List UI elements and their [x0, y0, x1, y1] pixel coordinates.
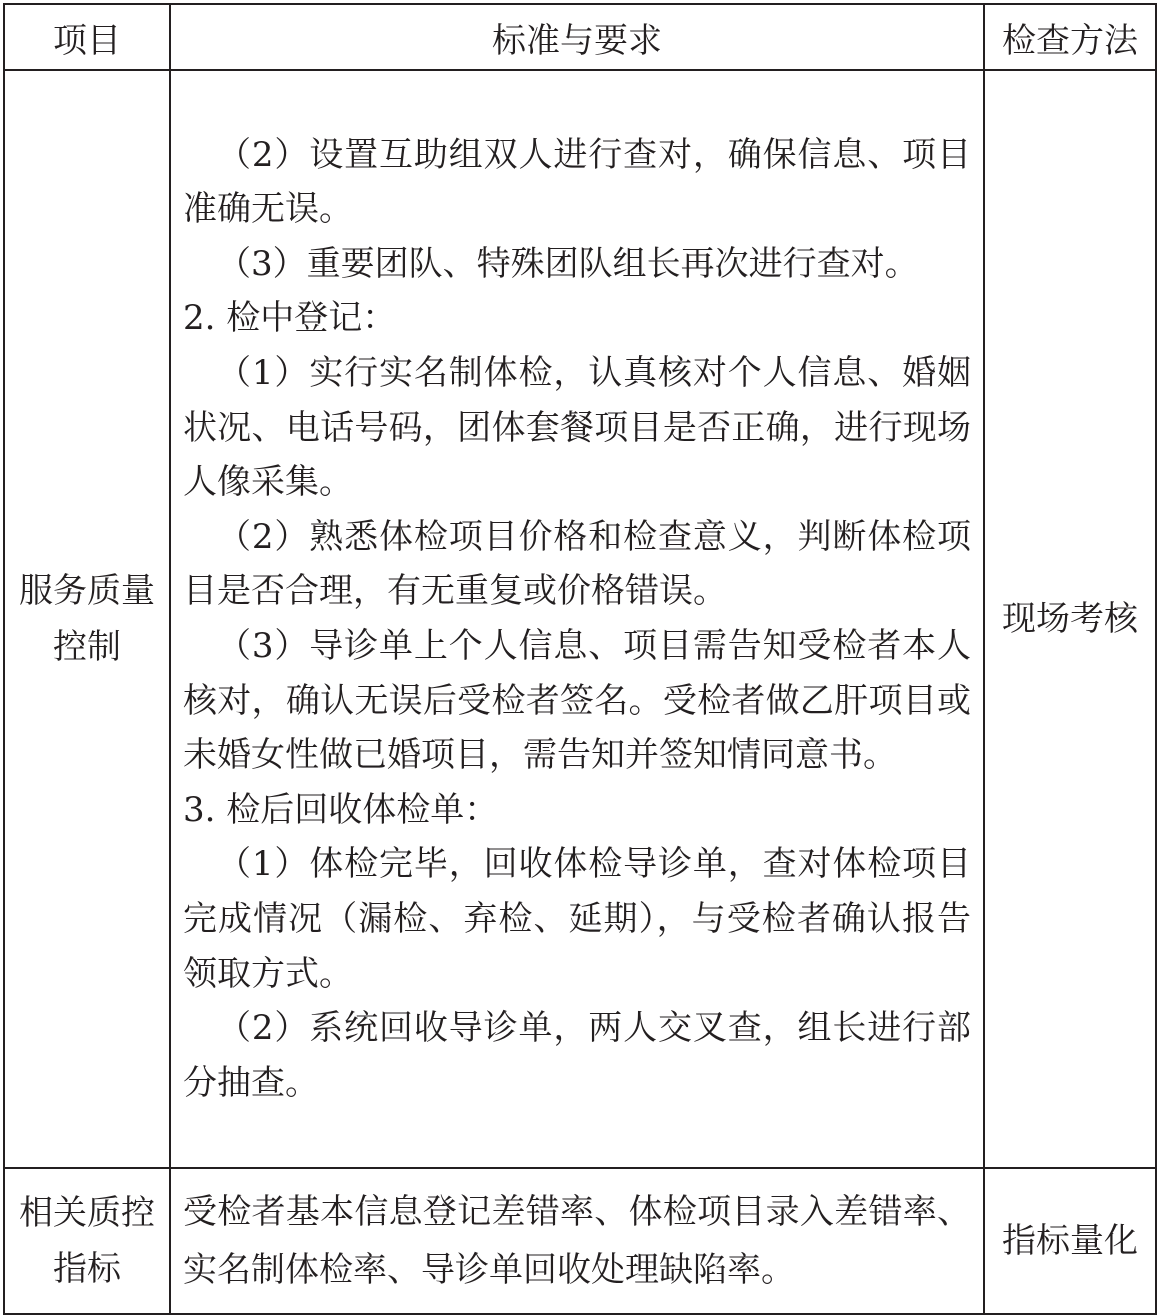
- standard-paragraphs: [183, 128, 971, 1111]
- item-cell-qc-indicators: [4, 1168, 170, 1314]
- standard-cell-qc-indicators: [170, 1168, 984, 1314]
- method-cell-service-quality: 现场考核: [984, 70, 1156, 1168]
- standard-paragraph: （3）导诊单上个人信息、项目需告知受检者本人核对，确认无误后受检者签名。受检者做乙肝项目或未婚女性做已婚项目，需告知并签知情同意书。: [183, 626, 971, 776]
- header-item: 项目: [4, 4, 170, 70]
- quality-control-table: [3, 3, 1157, 1315]
- standard-paragraph: （3）重要团队、特殊团队组长再次进行查对。: [217, 243, 919, 284]
- standard-section-heading: 2. 检中登记：: [183, 298, 397, 339]
- item-label-line: 控制: [53, 627, 121, 667]
- item-label-line: 服务质量: [19, 571, 155, 611]
- standard-paragraph: （2）系统回收导诊单，两人交叉查，组长进行部分抽查。: [183, 1008, 971, 1103]
- standard-cell-service-quality: [170, 70, 984, 1168]
- standard-paragraph: （1）实行实名制体检，认真核对个人信息、婚姻状况、电话号码，团体套餐项目是否正确，进行现场人像采集。: [183, 353, 971, 503]
- standard-paragraph: （2）设置互助组双人进行查对，确保信息、项目准确无误。: [183, 134, 971, 230]
- method-cell-qc-indicators: 指标量化: [984, 1168, 1156, 1314]
- header-method: 检查方法: [984, 4, 1156, 70]
- table-row-service-quality: [4, 70, 1156, 1168]
- item-label-line: 指标: [53, 1249, 121, 1289]
- table-row-qc-indicators: [4, 1168, 1156, 1314]
- table-header-row: [4, 4, 1156, 70]
- item-cell-service-quality: [4, 70, 170, 1168]
- indicator-text: 受检者基本信息登记差错率、体检项目录入差错率、实名制体检率、导诊单回收处理缺陷率。: [183, 1192, 971, 1290]
- standard-paragraph: （1）体检完毕，回收体检导诊单，查对体检项目完成情况（漏检、弃检、延期），与受检者确认报告领取方式。: [183, 844, 971, 994]
- standard-paragraph: （2）熟悉体检项目价格和检查意义，判断体检项目是否合理，有无重复或价格错误。: [183, 516, 971, 612]
- header-standard: 标准与要求: [170, 4, 984, 70]
- standard-section-heading: 3. 检后回收体检单：: [183, 789, 499, 830]
- item-label-line: 相关质控: [19, 1193, 155, 1233]
